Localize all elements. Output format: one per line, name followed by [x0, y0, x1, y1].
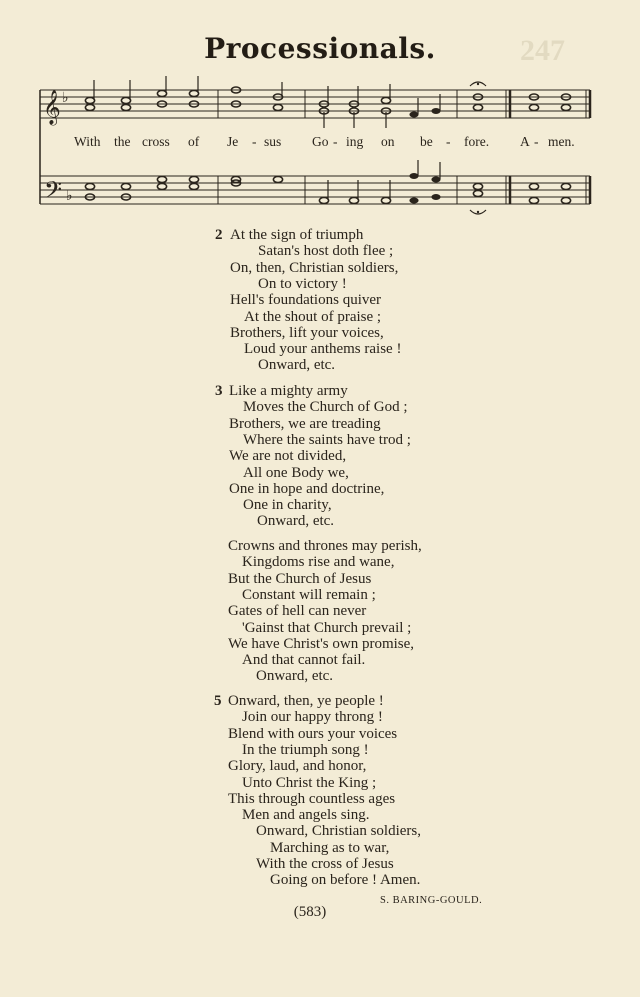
verse-number: 5: [214, 693, 222, 709]
verse-line: Gates of hell can never: [228, 603, 367, 620]
verse-2: [0, 227, 640, 377]
verse-line: 'Gainst that Church prevail ;: [242, 619, 412, 636]
verse-line: Onward, Christian soldiers,: [256, 823, 421, 840]
syllable: With: [74, 134, 101, 149]
verse-line: All one Body we,: [243, 464, 349, 481]
verse-line: Like a mighty army: [229, 383, 348, 399]
music-score: [38, 76, 598, 220]
syllable: the: [114, 134, 131, 149]
verse-line: On to victory !: [258, 275, 347, 292]
flat-key-signature-bass-icon: ♭: [66, 188, 73, 204]
verse-number: 3: [215, 383, 223, 399]
verse-3: [0, 383, 640, 533]
syllable: men.: [548, 134, 575, 149]
music-lyrics: [38, 76, 598, 220]
verse-5: [0, 693, 640, 893]
syllable: -: [252, 134, 257, 149]
verse-line: Onward, etc.: [256, 668, 334, 685]
verse-line: Hell's foundations quiver: [230, 292, 382, 309]
verse-line: Satan's host doth flee ;: [258, 243, 394, 260]
verse-line: Where the saints have trod ;: [243, 431, 411, 448]
verse-number: 2: [215, 227, 223, 243]
verse-line: Constant will remain ;: [242, 586, 376, 603]
hymn-author: S. BARING-GOULD.: [380, 895, 483, 906]
flat-key-signature-icon: ♭: [62, 90, 69, 106]
verse-line: Blend with ours your voices: [228, 725, 398, 742]
bass-clef-icon: 𝄢: [44, 176, 63, 209]
syllable: ing: [346, 134, 364, 149]
syllable: Je: [227, 134, 239, 149]
verse-line: Men and angels sing.: [242, 807, 370, 824]
syllable: sus: [264, 134, 282, 149]
verse-line: Onward, etc.: [257, 513, 335, 530]
verse-line: Brothers, we are treading: [229, 415, 381, 432]
verse-line: At the shout of praise ;: [244, 308, 382, 325]
verse-4: [0, 538, 640, 688]
verse-line: Marching as to war,: [270, 839, 390, 856]
syllable: A: [520, 134, 530, 149]
verse-line: Going on before ! Amen.: [270, 872, 421, 889]
verse-line: But the Church of Jesus: [228, 570, 372, 587]
verse-line: Unto Christ the King ;: [242, 774, 377, 791]
verse-line: In the triumph song !: [242, 741, 369, 758]
verse-line: Glory, laud, and honor,: [228, 758, 367, 775]
verse-line: We have Christ's own promise,: [228, 635, 415, 652]
bleed-through-hymn-number: 247: [520, 34, 565, 67]
verse-line: Loud your anthems raise !: [244, 341, 402, 358]
verse-line: At the sign of triumph: [230, 227, 364, 243]
verse-line: And that cannot fail.: [242, 652, 366, 669]
verse-line: Brothers, lift your voices,: [230, 324, 384, 341]
verse-line: Onward, etc.: [258, 357, 336, 374]
verse-line: Moves the Church of God ;: [243, 399, 408, 416]
syllable: -: [333, 134, 338, 149]
verse-line: Crowns and thrones may perish,: [228, 538, 422, 554]
verse-line: Join our happy throng !: [242, 709, 383, 726]
verse-line: This through countless ages: [228, 790, 396, 807]
syllable: -: [446, 134, 451, 149]
verse-line: Onward, then, ye people !: [228, 693, 384, 709]
page-number: (583): [293, 904, 327, 920]
verse-line: With the cross of Jesus: [256, 856, 394, 872]
page-title: Processionals.: [204, 32, 436, 65]
syllable: -: [534, 134, 539, 149]
verse-line: Kingdoms rise and wane,: [242, 554, 395, 571]
syllable: cross: [142, 134, 170, 149]
syllable: of: [188, 134, 200, 149]
syllable: on: [381, 134, 395, 149]
syllable: fore.: [464, 134, 490, 149]
verse-line: One in charity,: [243, 497, 332, 514]
syllable: Go: [312, 134, 329, 149]
treble-clef-icon: 𝄞: [43, 90, 61, 125]
verse-line: On, then, Christian soldiers,: [230, 259, 399, 276]
verse-line: We are not divided,: [229, 448, 347, 465]
verse-line: One in hope and doctrine,: [229, 480, 385, 497]
syllable: be: [420, 134, 433, 149]
